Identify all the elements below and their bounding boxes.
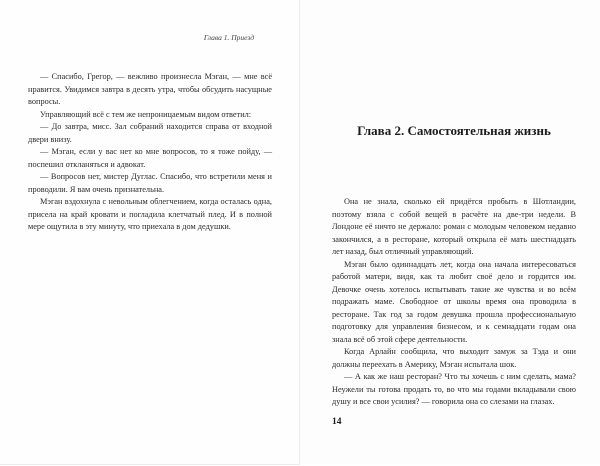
paragraph: Когда Арлайн сообщила, что выходит замуж за Тэда и они должны переехать в Америку, Мэган испытала шок. bbox=[332, 347, 576, 369]
paragraph: — А как же наш ресторан? Что ты хочешь с ним сделать, мама? Неужели ты готова продать то, во что мы годами вкладывали свою душу и все свои усилия? — говорила она со слезами на глазах. bbox=[332, 372, 576, 406]
right-page-text bbox=[332, 196, 576, 409]
paragraph: — До завтра, мисс. Зал собраний находится справа от входной двери внизу. bbox=[28, 122, 272, 144]
paragraph: — Мэган, если у вас нет ко мне вопросов, то я тоже пойду, — поспешил откланяться и адвокат. bbox=[28, 147, 272, 169]
chapter-title: Глава 2. Самостоятельная жизнь bbox=[357, 123, 551, 138]
left-page bbox=[0, 0, 300, 465]
paragraph: — Вопросов нет, мистер Дуглас. Спасибо, что встретили меня и проводили. Я вам очень признательна. bbox=[28, 172, 272, 194]
running-header: Глава 1. Приезд bbox=[203, 33, 254, 42]
paragraph: Мэган вздохнула с невольным облегчением, когда осталась одна, присела на край кровати и погладила клетчатый плед. И в полной мере ощутила в эту минуту, что приехала в дом дедушки. bbox=[28, 197, 272, 231]
page-number: 14 bbox=[332, 417, 342, 427]
paragraph: Управляющий всё с тем же непроницаемым видом ответил: bbox=[40, 109, 252, 119]
left-page-text bbox=[28, 71, 272, 234]
paragraph: — Спасибо, Грегор, — вежливо произнесла Мэган, — мне всё нравится. Увидимся завтра в десять утра, чтобы обсудить насущные вопросы. bbox=[28, 72, 272, 106]
paragraph: Мэган было одиннадцать лет, когда она начала интересоваться работой матери, видя, как та любит своё дело и гордится им. Девочке очень хотелось испытывать такие же чувства и во всём подражать маме. Свободное от школы время она проводила в ресторане. Так год за годом девушка прошла профессиональную подготовку для управления бизнесом, и к семнадцати годам она знала всё об этой сфере деятельности. bbox=[332, 259, 576, 344]
right-page bbox=[300, 0, 600, 464]
paragraph: Она не знала, сколько ей придётся пробыть в Шотландии, поэтому взяла с собой вещей в расчёте на две-три недели. В Лондоне её ничто не держало: роман с молодым человеком недавно закончился, а в ресторане, который открыла её мать шестнадцать лет назад, был отличный управляющий. bbox=[332, 197, 576, 256]
